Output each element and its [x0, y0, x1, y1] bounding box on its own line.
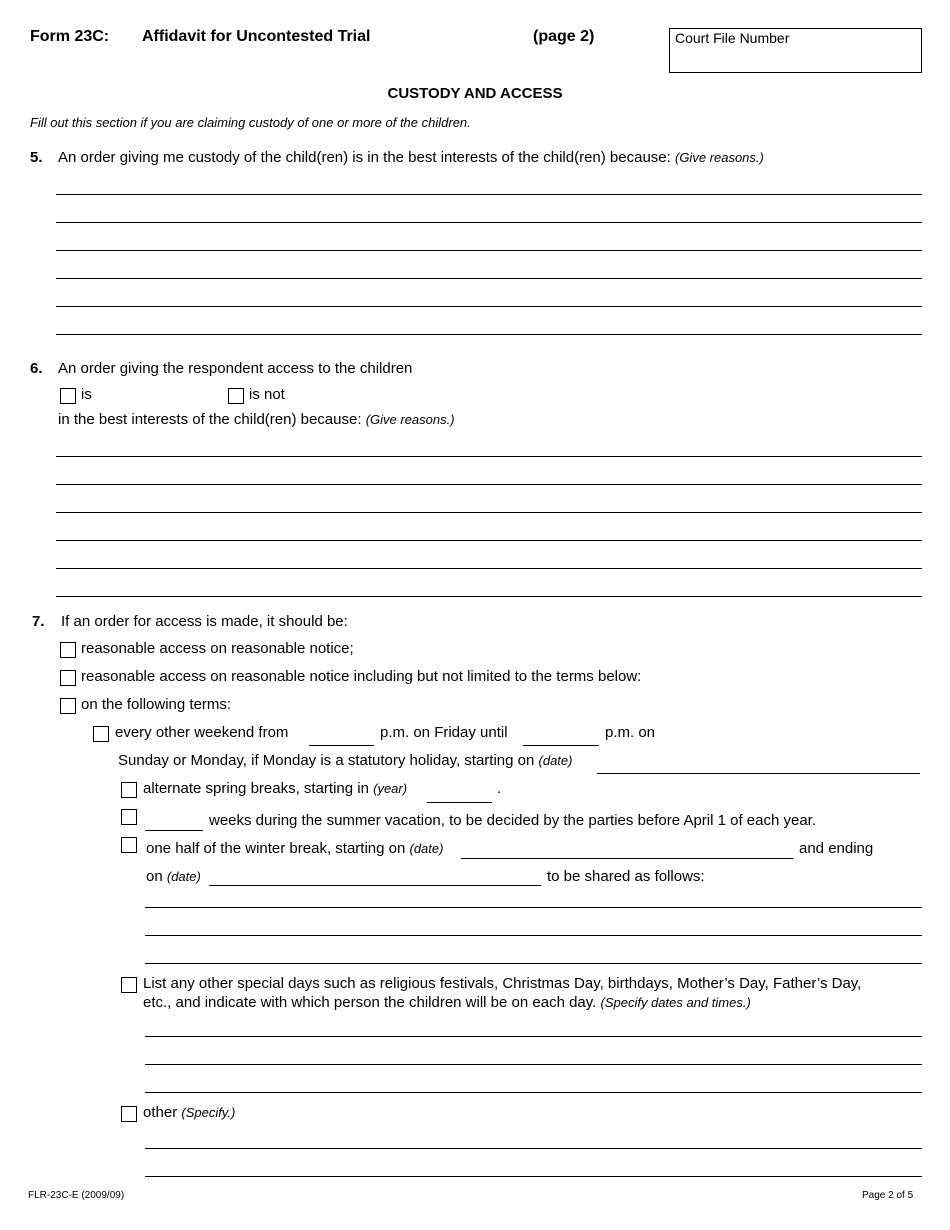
- q5-answer-line[interactable]: [56, 194, 922, 195]
- weekend-start-date-field[interactable]: [597, 773, 920, 774]
- winter-sharing-line[interactable]: [145, 963, 922, 964]
- winter-break-checkbox[interactable]: [121, 837, 137, 853]
- weekend-date-hint: (date): [538, 753, 573, 768]
- weekend-text-a: every other weekend from: [115, 724, 289, 741]
- footer-page-number: Page 2 of 5: [862, 1190, 914, 1201]
- weekend-line2: [118, 752, 572, 769]
- q6-reason-prompt: [58, 411, 455, 428]
- q6-hint: (Give reasons.): [365, 412, 455, 427]
- q5-hint: (Give reasons.): [674, 150, 764, 165]
- winter-sharing-line[interactable]: [145, 907, 922, 908]
- q5-answer-line[interactable]: [56, 334, 922, 335]
- q7-reasonable-including-checkbox[interactable]: [60, 670, 76, 686]
- weekend-line2-text: Sunday or Monday, if Monday is a statutory holiday, starting on: [118, 752, 535, 769]
- q7-reasonable-including-label: reasonable access on reasonable notice including but not limited to the terms below:: [81, 668, 642, 685]
- other-hint: (Specify.): [181, 1105, 236, 1120]
- section-instruction: Fill out this section if you are claiming custody of one or more of the children.: [30, 115, 471, 130]
- weekend-checkbox[interactable]: [93, 726, 109, 742]
- winter-text-a: one half of the winter break, starting on: [146, 840, 406, 857]
- other-line[interactable]: [145, 1176, 922, 1177]
- q7-following-terms-label: on the following terms:: [81, 696, 232, 713]
- winter-start-date-hint: (date): [409, 841, 444, 856]
- winter-sharing-line[interactable]: [145, 935, 922, 936]
- winter-start-date-field[interactable]: [461, 858, 793, 859]
- other-line[interactable]: [145, 1148, 922, 1149]
- winter-text-a-wrap: [146, 840, 443, 857]
- special-days-text-b: etc., and indicate with which person the children will be on each day.: [143, 994, 597, 1011]
- q7-text: If an order for access is made, it should be:: [61, 613, 348, 630]
- q6-answer-line[interactable]: [56, 512, 922, 513]
- footer-form-code: FLR-23C-E (2009/09): [28, 1190, 125, 1201]
- special-days-line[interactable]: [145, 1036, 922, 1037]
- winter-on: on: [146, 868, 163, 885]
- q6-is-not-checkbox[interactable]: [228, 388, 244, 404]
- q6-text: An order giving the respondent access to the children: [58, 360, 413, 377]
- form-title: Affidavit for Uncontested Trial: [142, 28, 371, 45]
- q6-answer-line[interactable]: [56, 568, 922, 569]
- q5-answer-line[interactable]: [56, 306, 922, 307]
- special-days-hint: (Specify dates and times.): [600, 995, 751, 1010]
- q6-text2: in the best interests of the child(ren) because:: [58, 411, 362, 428]
- summer-weeks-field[interactable]: [145, 830, 203, 831]
- summer-text: weeks during the summer vacation, to be decided by the parties before April 1 of each year.: [209, 812, 817, 829]
- spring-break-year-field[interactable]: [427, 802, 492, 803]
- weekend-sunday-time-field[interactable]: [523, 745, 599, 746]
- spring-year-hint: (year): [373, 781, 408, 796]
- special-days-line2: [143, 994, 751, 1011]
- special-days-line[interactable]: [145, 1064, 922, 1065]
- weekend-friday-time-field[interactable]: [309, 745, 374, 746]
- court-file-number-label: Court File Number: [675, 30, 790, 46]
- q6-answer-line[interactable]: [56, 484, 922, 485]
- spring-break-text: [143, 780, 407, 797]
- q7-reasonable-label: reasonable access on reasonable notice;: [81, 640, 354, 657]
- other-label: other: [143, 1104, 178, 1121]
- q7-number: 7.: [32, 613, 45, 630]
- special-days-line[interactable]: [145, 1092, 922, 1093]
- q5-text: An order giving me custody of the child(ren) is in the best interests of the child(ren) because:: [58, 149, 671, 166]
- winter-on-wrap: [146, 868, 201, 885]
- q6-is-not-label: is not: [249, 386, 285, 403]
- spring-break-label: alternate spring breaks, starting in: [143, 780, 369, 797]
- winter-end-date-hint: (date): [166, 869, 201, 884]
- other-wrap: [143, 1104, 235, 1121]
- summer-checkbox[interactable]: [121, 809, 137, 825]
- q6-answer-line[interactable]: [56, 596, 922, 597]
- section-heading: CUSTODY AND ACCESS: [387, 85, 563, 102]
- q7-following-terms-checkbox[interactable]: [60, 698, 76, 714]
- weekend-text-b: p.m. on Friday until: [380, 724, 508, 741]
- winter-text-b: and ending: [799, 840, 874, 857]
- form-number: Form 23C:: [30, 28, 110, 45]
- q6-is-label: is: [81, 386, 92, 403]
- winter-text-c: to be shared as follows:: [547, 868, 705, 885]
- winter-end-date-field[interactable]: [209, 885, 541, 886]
- q5-answer-line[interactable]: [56, 250, 922, 251]
- q6-is-checkbox[interactable]: [60, 388, 76, 404]
- page-label: (page 2): [533, 28, 595, 45]
- other-checkbox[interactable]: [121, 1106, 137, 1122]
- q5-answer-line[interactable]: [56, 222, 922, 223]
- q6-answer-line[interactable]: [56, 456, 922, 457]
- court-file-number-field[interactable]: [669, 28, 922, 73]
- special-days-checkbox[interactable]: [121, 977, 137, 993]
- q6-number: 6.: [30, 360, 43, 377]
- weekend-text-c: p.m. on: [605, 724, 656, 741]
- q5-question: [58, 149, 764, 166]
- q7-reasonable-checkbox[interactable]: [60, 642, 76, 658]
- spring-break-period: .: [497, 780, 502, 797]
- spring-break-checkbox[interactable]: [121, 782, 137, 798]
- special-days-text-a: List any other special days such as religious festivals, Christmas Day, birthdays, Mother’s Day, Father’s Day,: [143, 975, 862, 992]
- q5-number: 5.: [30, 149, 43, 166]
- q6-answer-line[interactable]: [56, 540, 922, 541]
- q5-answer-line[interactable]: [56, 278, 922, 279]
